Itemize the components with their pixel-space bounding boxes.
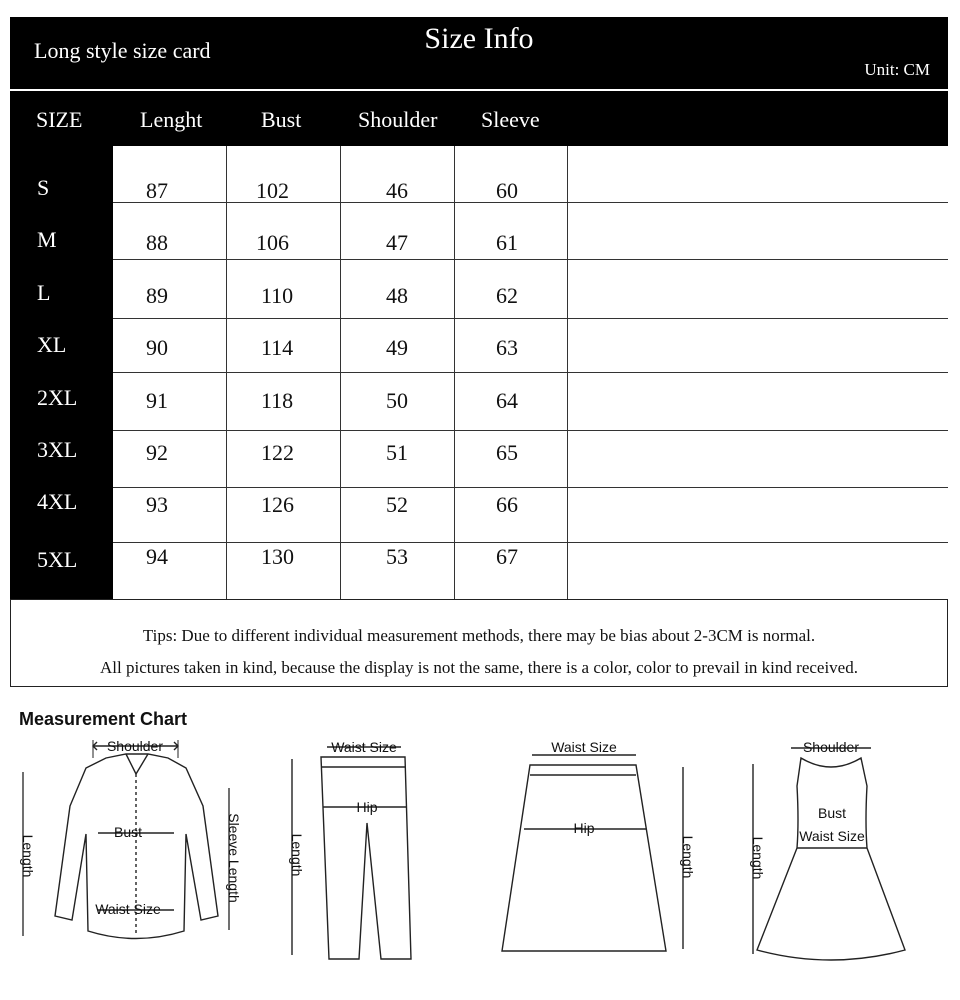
measurement-chart-title: Measurement Chart — [19, 709, 188, 729]
table-cell: 65 — [496, 440, 518, 465]
header-bust: Bust — [261, 107, 302, 132]
dress-waist-label: Waist Size — [799, 828, 865, 844]
table-cell: 50 — [386, 388, 408, 413]
table-cell: 130 — [261, 544, 294, 569]
table-cell: 48 — [386, 283, 408, 308]
shirt-sketch — [18, 736, 243, 951]
size-label: 4XL — [37, 489, 78, 514]
size-label: M — [37, 227, 57, 252]
table-cell: 110 — [261, 283, 294, 308]
table-cell: 52 — [386, 492, 408, 517]
shirt-waist-label: Waist Size — [95, 901, 161, 917]
column-header-row — [10, 91, 948, 146]
skirt-sketch — [500, 737, 700, 957]
skirt-length-label: Length — [680, 835, 696, 879]
size-table-grid — [113, 146, 948, 599]
table-cell: 49 — [386, 335, 408, 360]
table-cell: 67 — [496, 544, 518, 569]
header-length: Lenght — [140, 107, 203, 132]
header-shoulder: Shoulder — [358, 107, 438, 132]
skirt-hip-label: Hip — [573, 820, 595, 836]
pants-waist-label: Waist Size — [331, 739, 397, 755]
table-cell: 51 — [386, 440, 408, 465]
card-header — [10, 17, 948, 89]
size-card — [10, 17, 948, 686]
size-column — [10, 146, 113, 599]
shirt-shoulder-label: Shoulder — [106, 738, 164, 754]
tips-line: All pictures taken in kind, because the display is not the same, there is a color, color to prevail in kind received. — [100, 658, 858, 677]
table-cell: 64 — [496, 388, 518, 413]
table-cell: 89 — [146, 283, 168, 308]
table-cell: 47 — [386, 230, 408, 255]
table-cell: 66 — [496, 492, 518, 517]
dress-sketch — [745, 736, 915, 968]
table-cell: 94 — [146, 544, 168, 569]
table-cell: 92 — [146, 440, 168, 465]
tips-line: Tips: Due to different individual measurement methods, there may be bias about 2-3CM is normal. — [142, 626, 816, 645]
size-label: 2XL — [37, 385, 78, 410]
tips-box — [10, 599, 948, 687]
table-cell: 93 — [146, 492, 168, 517]
table-cell: 90 — [146, 335, 168, 360]
size-label: 5XL — [37, 547, 78, 572]
size-label: 3XL — [37, 437, 78, 462]
dress-bust-label: Bust — [817, 805, 847, 821]
dress-shoulder-label: Shoulder — [802, 739, 860, 755]
header-sleeve: Sleeve — [481, 107, 540, 132]
size-label: L — [37, 280, 51, 305]
unit-label: Unit: CM — [864, 60, 930, 79]
shirt-bust-label: Bust — [113, 824, 143, 840]
table-cell: 62 — [496, 283, 518, 308]
size-label: S — [37, 175, 50, 200]
table-cell: 114 — [261, 335, 294, 360]
card-title: Size Info — [424, 22, 534, 55]
table-cell: 46 — [386, 178, 408, 203]
table-cell: 60 — [496, 178, 518, 203]
table-cell: 106 — [256, 230, 289, 255]
size-label: XL — [37, 332, 67, 357]
table-cell: 91 — [146, 388, 168, 413]
table-cell: 63 — [496, 335, 518, 360]
table-cell: 126 — [261, 492, 294, 517]
skirt-waist-label: Waist Size — [551, 739, 617, 755]
shirt-length-label: Length — [20, 834, 36, 878]
shirt-sleeve-label: Sleeve Length — [226, 813, 242, 903]
table-cell: 118 — [261, 388, 294, 413]
pants-length-label: Length — [289, 833, 305, 877]
table-cell: 61 — [496, 230, 518, 255]
table-cell: 87 — [146, 178, 168, 203]
table-cell: 53 — [386, 544, 408, 569]
pants-hip-label: Hip — [356, 799, 378, 815]
header-size: SIZE — [36, 107, 83, 132]
card-subtitle: Long style size card — [34, 38, 211, 63]
table-cell: 88 — [146, 230, 168, 255]
table-cell: 102 — [256, 178, 289, 203]
table-cell: 122 — [261, 440, 294, 465]
dress-length-label: Length — [750, 836, 766, 880]
pants-sketch — [283, 737, 418, 965]
